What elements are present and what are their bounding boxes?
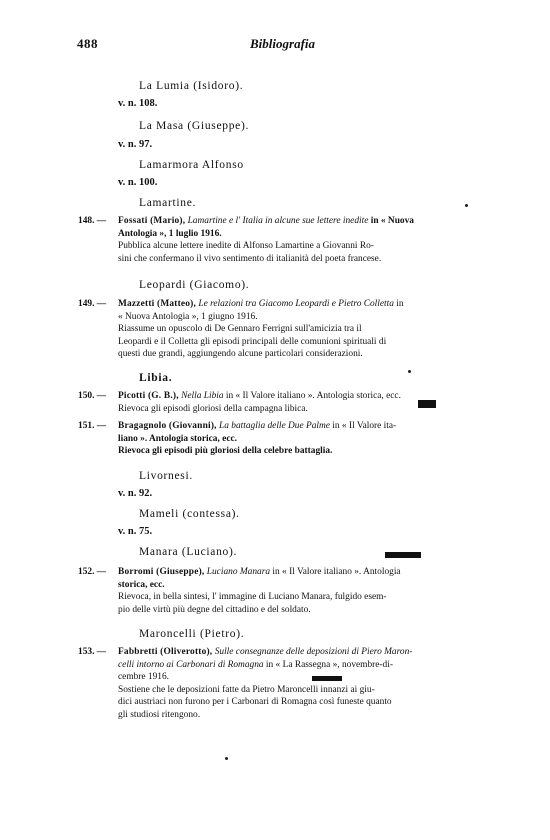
entry-summary-line: Pubblica alcune lettere inedite di Alfonso Lamartine a Giovanni Ro- — [118, 241, 374, 252]
entry-line: « Nuova Antologia », 1 giugno 1916. — [118, 311, 258, 322]
heading-maroncelli: Maroncelli (Pietro). — [139, 628, 245, 640]
entry-148 — [78, 215, 488, 265]
entry-line — [78, 298, 488, 311]
entry-line — [78, 659, 488, 672]
entry-author: Mazzetti (Matteo), — [118, 299, 197, 309]
entry-line: cembre 1916. — [118, 672, 170, 683]
speck — [465, 204, 468, 207]
ink-blot — [418, 400, 436, 408]
entry-title: Lamartine e l' Italia in alcune sue lettere inedite — [187, 216, 369, 226]
entry-summary-line: Sostiene che le deposizioni fatte da Pietro Maroncelli innanzi ai giu- — [118, 684, 375, 695]
entry-line: liano ». Antologia storica, ecc. — [118, 433, 237, 444]
entry-149 — [78, 298, 488, 361]
ref-la-lumia: v. n. 108. — [118, 98, 158, 109]
heading-mameli: Mameli (contessa). — [139, 508, 240, 520]
entry-author: Bragagnolo (Giovanni), — [118, 421, 217, 431]
heading-la-masa: La Masa (Giuseppe). — [139, 120, 250, 132]
entry-summary-line: Rievoca, in bella sintesi, l' immagine di Luciano Manara, fulgido esem- — [118, 592, 387, 603]
heading-livornesi: Livornesi. — [139, 470, 193, 482]
entry-author: Borromi (Giuseppe), — [118, 567, 205, 577]
entry-number: 149. — — [78, 299, 107, 309]
ink-blot — [385, 552, 421, 558]
ref-livornesi: v. n. 92. — [118, 488, 153, 499]
entry-number: 152. — — [78, 567, 107, 577]
entry-line — [78, 566, 488, 579]
entry-summary-line: dici austriaci non furono per i Carbonari di Romagna così funeste quanto — [118, 697, 392, 708]
entry-summary-line: Riassume un opuscolo di De Gennaro Ferrigni sull'amicizia tra il — [118, 324, 362, 335]
ref-mameli: v. n. 75. — [118, 526, 153, 537]
entry-number: 148. — — [78, 216, 107, 226]
heading-manara: Manara (Luciano). — [139, 546, 238, 558]
entry-source: in « Nuova — [370, 216, 414, 226]
entry-source: in « Il Valore italiano ». Antologia — [272, 567, 401, 577]
entry-title: La battaglia delle Due Palme — [219, 421, 330, 431]
ink-blot — [312, 676, 342, 681]
entry-summary-line: Rievoca gli episodi più gloriosi della celebre battaglia. — [118, 446, 333, 457]
running-title: Bibliografia — [250, 36, 316, 51]
entry-151 — [78, 420, 488, 458]
entry-summary-line: pio delle virtù più degne del cittadino e del soldato. — [118, 604, 311, 615]
entry-title: Nella Libia — [181, 391, 224, 401]
entry-summary-line: Rievoca gli episodi gloriosi della campagna libica. — [118, 403, 308, 414]
entry-summary-line: questi due grandi, aggiungendo alcune particolari considerazioni. — [118, 349, 363, 360]
entry-line — [78, 420, 488, 433]
entry-153 — [78, 646, 488, 722]
entry-summary-line: sini che confermano il vivo sentimento di italianità del poeta francese. — [118, 253, 382, 264]
entry-line — [78, 215, 488, 228]
entry-source: in « Il Valore ita- — [332, 421, 397, 431]
speck — [408, 370, 411, 373]
entry-author: Picotti (G. B.), — [118, 391, 179, 401]
entry-number: 151. — — [78, 421, 107, 431]
entry-source: in — [396, 299, 404, 309]
entry-number: 153. — — [78, 647, 107, 657]
heading-libia: Libia. — [139, 372, 173, 384]
speck — [225, 757, 228, 760]
entry-line — [78, 646, 488, 659]
entry-title: Le relazioni tra Giacomo Leopardi e Pietro Colletta — [198, 299, 394, 309]
entry-title: Sulle consegnanze delle deposizioni di Piero Maron- — [214, 647, 413, 657]
heading-leopardi: Leopardi (Giacomo). — [139, 279, 250, 291]
entry-source: in « La Rassegna », novembre-di- — [265, 659, 393, 670]
entry-number: 150. — — [78, 391, 107, 401]
heading-la-lumia: La Lumia (Isidoro). — [139, 80, 244, 92]
ref-la-masa: v. n. 97. — [118, 139, 153, 150]
entry-source: in « Il Valore italiano ». Antologia storica, ecc. — [225, 391, 401, 401]
entry-line: storica, ecc. — [118, 579, 165, 590]
entry-title-cont: celli intorno ai Carbonari di Romagna — [118, 659, 264, 670]
entry-summary-line: gli studiosi ritengono. — [118, 709, 201, 720]
ref-lamarmora: v. n. 100. — [118, 177, 158, 188]
entry-author: Fabbretti (Oliverotto), — [118, 647, 213, 657]
page-number: 488 — [77, 36, 98, 51]
heading-lamartine: Lamartine. — [139, 197, 197, 209]
heading-lamarmora: Lamarmora Alfonso — [139, 159, 244, 171]
entry-line: Antologia », 1 luglio 1916. — [118, 228, 222, 239]
entry-author: Fossati (Mario), — [118, 216, 186, 226]
entry-summary-line: Leopardi e il Colletta gli episodi principali delle comunioni spirituali di — [118, 336, 387, 347]
entry-152 — [78, 566, 488, 616]
entry-title: Luciano Manara — [206, 567, 271, 577]
